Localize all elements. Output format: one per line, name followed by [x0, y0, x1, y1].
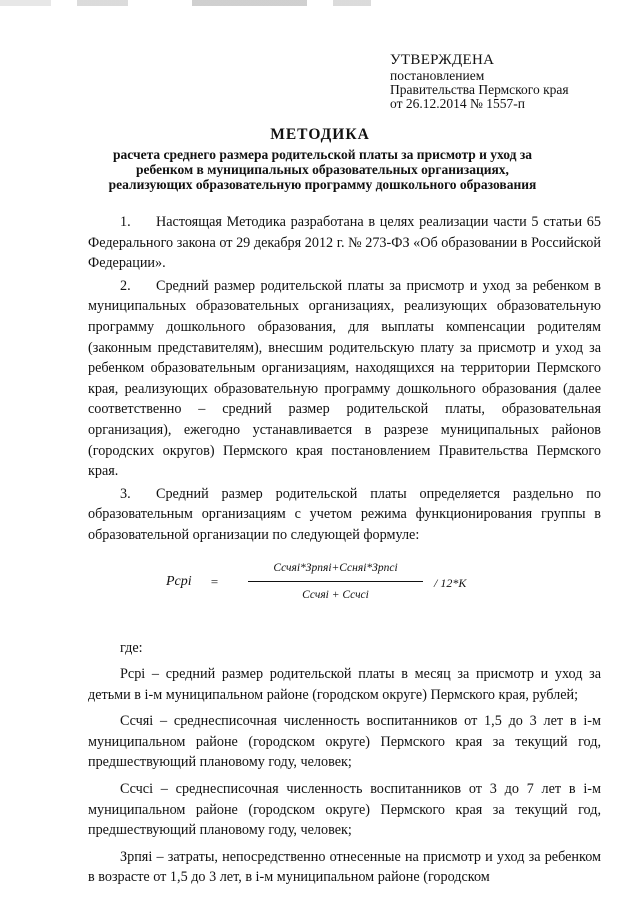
paragraph-text: Средний размер родительской платы за присмотр и уход за ребенком в муниципальных образовательных организациях, реализующих образовательную программу дошкольного образования, для выплаты компенсации родителям (законным представителям), внесшим родительскую плату за присмотр и уход за ребенком образовательным организациям, находящихся на территории Пермского края, реализующих образовательную программу дошкольного образования (далее соответственно – средний размер родительской платы, образовательная организация), ежегодно устанавливается в разрезе муниципальных районов (городских округов) Пермского края постановлением Правительства Пермского края. — [88, 277, 601, 480]
formula-divisor: / 12*К — [434, 575, 467, 590]
paragraph-number: 3. — [120, 485, 131, 502]
document-body — [88, 212, 601, 894]
approval-line: Правительства Пермского края — [390, 82, 569, 97]
paragraph-number: 2. — [120, 277, 131, 294]
paragraph — [88, 212, 601, 274]
definition: Ссчсі – среднесписочная численность воспитанников от 3 до 7 лет в і-м муниципальном районе (городском округе) Пермского края за текущий год, предшествующий плановому году, человек; — [88, 781, 601, 839]
scan-artifact-strip — [0, 0, 640, 6]
paragraph — [88, 276, 601, 482]
document-title: МЕТОДИКА — [270, 126, 370, 143]
formula-denominator: Ссчяі + Ссчсі — [302, 589, 369, 602]
document-subtitle: расчета среднего размера родительской платы за присмотр и уход за ребенком в муниципальных образовательных организациях, реализующих образовательную программу дошкольного образования — [108, 147, 537, 192]
formula-fraction — [248, 558, 423, 606]
paragraph — [88, 484, 601, 546]
definition: Ссчяі – среднесписочная численность воспитанников от 1,5 до 3 лет в і-м муниципальном районе (городском округе) Пермского края за текущий год, предшествующий плановому году, человек; — [88, 713, 601, 771]
approval-date-number: от 26.12.2014 № 1557-п — [390, 96, 525, 111]
approval-heading: УТВЕРЖДЕНА — [390, 52, 495, 68]
paragraph-text: Средний размер родительской платы определяется раздельно по образовательным организациям с учетом режима функционирования группы в образовательной организации по следующей формуле: — [88, 485, 601, 543]
definition: Рсрі – средний размер родительской платы в месяц за присмотр и уход за детьми в і-м муниципальном районе (городском округе) Пермского края, рублей; — [88, 666, 601, 703]
formula-equals: = — [210, 573, 219, 589]
approval-line: постановлением — [390, 68, 485, 83]
definition: Зрпяі – затраты, непосредственно отнесенные на присмотр и уход за ребенком в возрасте от 1,5 до 3 лет, в і-м муниципальном районе (городском — [88, 848, 601, 886]
paragraph-number: 1. — [120, 214, 131, 230]
formula-numerator: Ссчяі*Зрпяі+Ссняі*Зрпсі — [248, 558, 423, 583]
formula — [88, 560, 601, 620]
approval-block — [390, 52, 630, 111]
where-label: где: — [120, 639, 143, 656]
formula-lhs: Pcpi — [166, 573, 192, 589]
paragraph-text: Настоящая Методика разработана в целях реализации части 5 статьи 65 Федерального закона от 29 декабря 2012 г. № 273-ФЗ «Об образовании в Российской Федерации». — [88, 214, 601, 272]
